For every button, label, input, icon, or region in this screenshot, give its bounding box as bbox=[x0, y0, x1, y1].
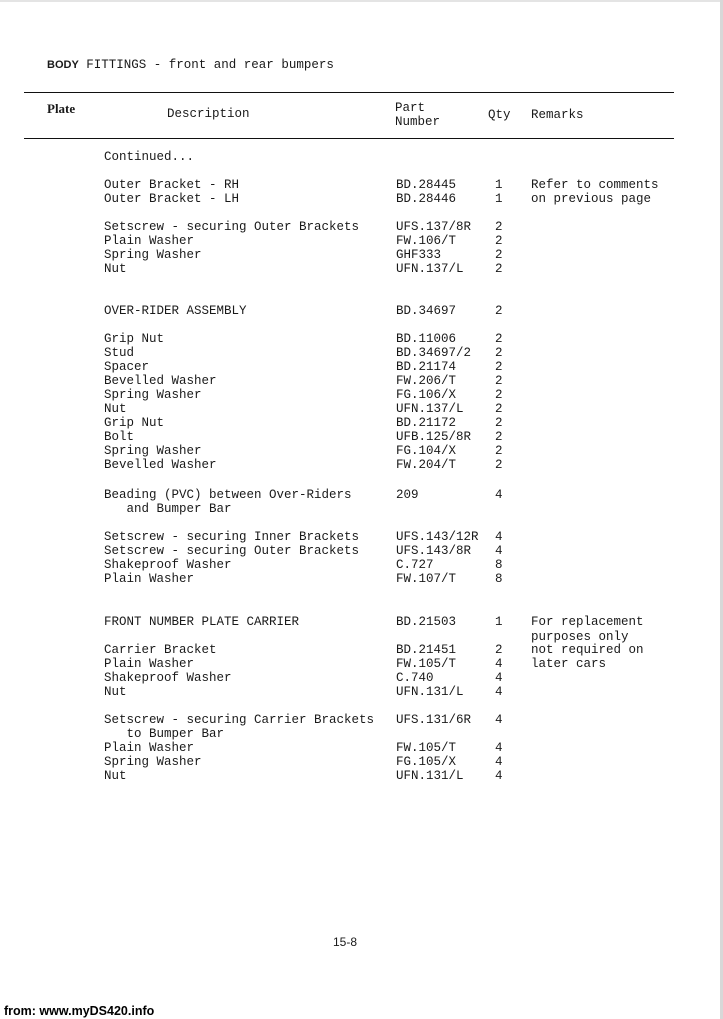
row-description: Shakeproof Washer bbox=[104, 671, 232, 685]
row-part-number: C.727 bbox=[396, 558, 434, 572]
row-part-number: C.740 bbox=[396, 671, 434, 685]
row-qty: 2 bbox=[495, 332, 503, 346]
row-description: Plain Washer bbox=[104, 657, 195, 671]
row-description: Setscrew - securing Outer Brackets bbox=[104, 544, 360, 558]
row-qty: 4 bbox=[495, 713, 503, 727]
scan-top-edge bbox=[0, 0, 723, 2]
column-header-part-number bbox=[395, 101, 440, 129]
page-number: 15-8 bbox=[333, 935, 358, 949]
row-description: Plain Washer bbox=[104, 234, 195, 248]
row-qty: 2 bbox=[495, 220, 503, 234]
row-part-number: UFN.137/L bbox=[396, 262, 464, 276]
row-qty: 2 bbox=[495, 304, 503, 318]
row-remark: For replacement bbox=[531, 615, 644, 629]
row-part-number: UFS.143/8R bbox=[396, 544, 472, 558]
row-part-number: UFN.131/L bbox=[396, 685, 464, 699]
row-part-number: GHF333 bbox=[396, 248, 442, 262]
row-qty: 2 bbox=[495, 402, 503, 416]
column-header-description: Description bbox=[167, 107, 250, 121]
column-header-remarks: Remarks bbox=[531, 108, 584, 122]
row-description: Grip Nut bbox=[104, 416, 165, 430]
row-remark: on previous page bbox=[531, 192, 652, 206]
row-description: Nut bbox=[104, 402, 127, 416]
row-part-number: UFB.125/8R bbox=[396, 430, 472, 444]
row-description: Setscrew - securing Carrier Brackets bbox=[104, 713, 375, 727]
row-part-number: FG.105/X bbox=[396, 755, 457, 769]
row-part-number: BD.21451 bbox=[396, 643, 457, 657]
row-part-number: UFN.137/L bbox=[396, 402, 464, 416]
header-rule-top bbox=[24, 92, 674, 93]
row-part-number: 209 bbox=[396, 488, 419, 502]
column-header-plate: Plate bbox=[47, 101, 76, 116]
row-qty: 1 bbox=[495, 192, 503, 206]
row-description: Spring Washer bbox=[104, 755, 202, 769]
source-footer: from: www.myDS420.info bbox=[4, 1004, 155, 1018]
row-description: Nut bbox=[104, 262, 127, 276]
row-description: Spacer bbox=[104, 360, 150, 374]
row-description: to Bumper Bar bbox=[104, 727, 225, 741]
row-description: Plain Washer bbox=[104, 572, 195, 586]
row-part-number: UFS.143/12R bbox=[396, 530, 479, 544]
row-part-number: BD.34697/2 bbox=[396, 346, 472, 360]
row-description: and Bumper Bar bbox=[104, 502, 232, 516]
row-description: Beading (PVC) between Over-Riders bbox=[104, 488, 352, 502]
row-remark: Refer to comments bbox=[531, 178, 659, 192]
row-qty: 2 bbox=[495, 248, 503, 262]
row-qty: 1 bbox=[495, 178, 503, 192]
row-qty: 1 bbox=[495, 615, 503, 629]
row-qty: 2 bbox=[495, 458, 503, 472]
row-part-number: FW.105/T bbox=[396, 657, 457, 671]
column-header-part-line2: Number bbox=[395, 115, 441, 129]
row-description: Outer Bracket - RH bbox=[104, 178, 240, 192]
row-description: Nut bbox=[104, 685, 127, 699]
row-qty: 4 bbox=[495, 755, 503, 769]
row-description: Stud bbox=[104, 346, 135, 360]
row-qty: 2 bbox=[495, 374, 503, 388]
row-part-number: BD.34697 bbox=[396, 304, 457, 318]
row-part-number: BD.11006 bbox=[396, 332, 457, 346]
row-part-number: BD.28445 bbox=[396, 178, 457, 192]
row-description: Spring Washer bbox=[104, 248, 202, 262]
row-description: Bolt bbox=[104, 430, 135, 444]
row-description: OVER-RIDER ASSEMBLY bbox=[104, 304, 247, 318]
row-qty: 2 bbox=[495, 416, 503, 430]
row-part-number: UFN.131/L bbox=[396, 769, 464, 783]
row-part-number: FW.107/T bbox=[396, 572, 457, 586]
row-qty: 2 bbox=[495, 262, 503, 276]
row-part-number: FW.106/T bbox=[396, 234, 457, 248]
row-description: Spring Washer bbox=[104, 444, 202, 458]
row-description: Carrier Bracket bbox=[104, 643, 217, 657]
row-part-number: BD.28446 bbox=[396, 192, 457, 206]
row-qty: 2 bbox=[495, 430, 503, 444]
row-part-number: BD.21503 bbox=[396, 615, 457, 629]
row-description: Shakeproof Washer bbox=[104, 558, 232, 572]
row-remark: later cars bbox=[531, 657, 607, 671]
row-qty: 8 bbox=[495, 572, 503, 586]
column-header-part-line1: Part bbox=[395, 101, 426, 115]
page-title-rest: FITTINGS - front and rear bumpers bbox=[78, 58, 334, 72]
row-part-number: UFS.131/6R bbox=[396, 713, 472, 727]
row-description: Plain Washer bbox=[104, 741, 195, 755]
row-part-number: FW.206/T bbox=[396, 374, 457, 388]
row-description: Grip Nut bbox=[104, 332, 165, 346]
column-header-qty: Qty bbox=[488, 108, 511, 122]
row-qty: 4 bbox=[495, 657, 503, 671]
row-qty: 4 bbox=[495, 685, 503, 699]
row-qty: 2 bbox=[495, 234, 503, 248]
row-part-number: FW.204/T bbox=[396, 458, 457, 472]
row-qty: 4 bbox=[495, 741, 503, 755]
row-qty: 2 bbox=[495, 643, 503, 657]
row-description: Setscrew - securing Outer Brackets bbox=[104, 220, 360, 234]
row-qty: 4 bbox=[495, 671, 503, 685]
row-qty: 4 bbox=[495, 769, 503, 783]
row-qty: 4 bbox=[495, 544, 503, 558]
row-part-number: BD.21174 bbox=[396, 360, 457, 374]
row-description: FRONT NUMBER PLATE CARRIER bbox=[104, 615, 300, 629]
row-description: Outer Bracket - LH bbox=[104, 192, 240, 206]
row-remark: not required on bbox=[531, 643, 644, 657]
row-part-number: FG.104/X bbox=[396, 444, 457, 458]
row-part-number: FW.105/T bbox=[396, 741, 457, 755]
row-qty: 4 bbox=[495, 530, 503, 544]
row-qty: 4 bbox=[495, 488, 503, 502]
header-rule-bottom bbox=[24, 138, 674, 139]
row-part-number: FG.106/X bbox=[396, 388, 457, 402]
row-description: Setscrew - securing Inner Brackets bbox=[104, 530, 360, 544]
row-description: Nut bbox=[104, 769, 127, 783]
row-description: Bevelled Washer bbox=[104, 374, 217, 388]
row-part-number: UFS.137/8R bbox=[396, 220, 472, 234]
row-description: Bevelled Washer bbox=[104, 458, 217, 472]
row-qty: 2 bbox=[495, 444, 503, 458]
row-qty: 2 bbox=[495, 360, 503, 374]
page-title bbox=[47, 58, 334, 72]
page-title-bold: BODY bbox=[47, 59, 79, 71]
row-remark: purposes only bbox=[531, 630, 629, 644]
row-qty: 8 bbox=[495, 558, 503, 572]
row-qty: 2 bbox=[495, 388, 503, 402]
row-description: Spring Washer bbox=[104, 388, 202, 402]
row-qty: 2 bbox=[495, 346, 503, 360]
row-part-number: BD.21172 bbox=[396, 416, 457, 430]
row-description: Continued... bbox=[104, 150, 195, 164]
